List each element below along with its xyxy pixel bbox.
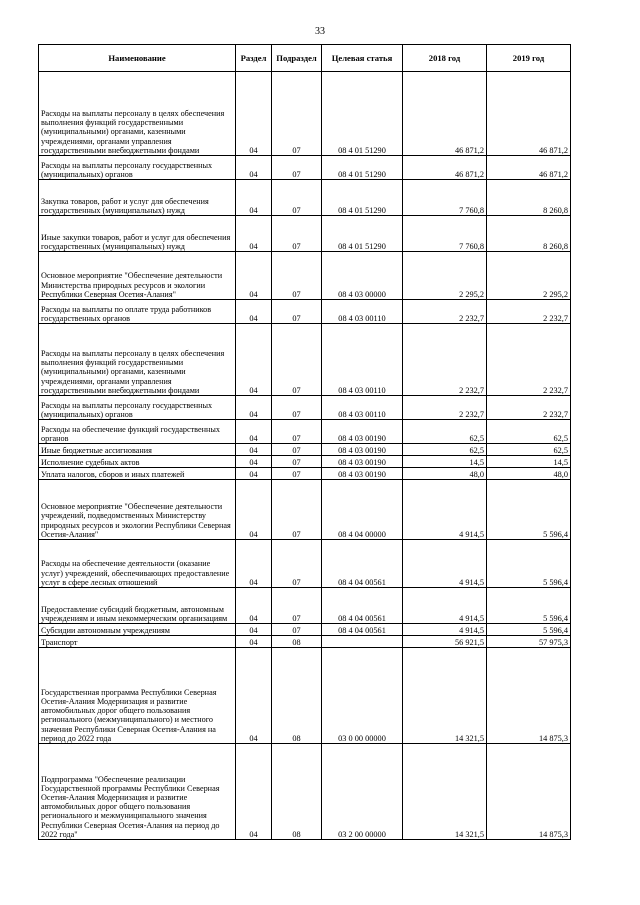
table-row (39, 156, 571, 180)
row-2019: 46 871,2 (487, 156, 571, 180)
row-subsection: 07 (272, 456, 322, 468)
row-name: Основное мероприятие "Обеспечение деятельности учреждений, подведомственных Министерству природных ресурсов и экологии Республики Северная Осетия-Алания" (39, 480, 236, 540)
row-2019: 8 260,8 (487, 180, 571, 216)
row-name: Предоставление субсидий бюджетным, автономным учреждениям и иным некоммерческим организациям (39, 588, 236, 624)
row-2018: 62,5 (403, 420, 487, 444)
row-subsection: 07 (272, 420, 322, 444)
row-subsection: 07 (272, 444, 322, 456)
row-name: Иные бюджетные ассигнования (39, 444, 236, 456)
row-2018: 2 232,7 (403, 396, 487, 420)
row-section: 04 (236, 744, 272, 840)
table-row (39, 396, 571, 420)
row-name: Исполнение судебных актов (39, 456, 236, 468)
header-2018: 2018 год (403, 45, 487, 72)
row-name: Государственная программа Республики Северная Осетия-Алания Модернизация и развитие автомобильных дорог общего пользования регионального (межмуниципального) и местного значения Республики Северная Осетия-Алания на период до 2022 года (39, 648, 236, 744)
header-name: Наименование (39, 45, 236, 72)
row-subsection: 07 (272, 216, 322, 252)
table-row (39, 480, 571, 540)
row-target: 08 4 04 00561 (322, 588, 403, 624)
table-row (39, 744, 571, 840)
row-section: 04 (236, 468, 272, 480)
row-section: 04 (236, 300, 272, 324)
row-section: 04 (236, 648, 272, 744)
row-name: Транспорт (39, 636, 236, 648)
row-subsection: 07 (272, 468, 322, 480)
row-name: Подпрограмма "Обеспечение реализации Государственной программы Республики Северная Осетия-Алания Модернизация и развитие автомобильных дорог общего пользования регионального и межмуниципального значения Республики Северная Осетия-Алания на период до 2022 года" (39, 744, 236, 840)
row-name: Закупка товаров, работ и услуг для обеспечения государственных (муниципальных) нужд (39, 180, 236, 216)
row-2018: 4 914,5 (403, 540, 487, 588)
row-subsection: 07 (272, 180, 322, 216)
table-row (39, 540, 571, 588)
row-subsection: 07 (272, 540, 322, 588)
row-2018: 14,5 (403, 456, 487, 468)
row-subsection: 07 (272, 324, 322, 396)
row-target (322, 636, 403, 648)
row-name: Субсидии автономным учреждениям (39, 624, 236, 636)
table-row (39, 444, 571, 456)
row-target: 08 4 04 00000 (322, 480, 403, 540)
row-2019: 5 596,4 (487, 588, 571, 624)
row-subsection: 07 (272, 480, 322, 540)
row-section: 04 (236, 624, 272, 636)
row-target: 08 4 03 00190 (322, 468, 403, 480)
row-2019: 2 232,7 (487, 396, 571, 420)
row-subsection: 07 (272, 624, 322, 636)
row-2018: 14 321,5 (403, 744, 487, 840)
table-row (39, 468, 571, 480)
table-row (39, 252, 571, 300)
table-row (39, 324, 571, 396)
row-target: 08 4 01 51290 (322, 72, 403, 156)
row-2018: 4 914,5 (403, 480, 487, 540)
row-2018: 4 914,5 (403, 624, 487, 636)
row-2019: 62,5 (487, 420, 571, 444)
row-2018: 14 321,5 (403, 648, 487, 744)
row-2018: 56 921,5 (403, 636, 487, 648)
row-2019: 46 871,2 (487, 72, 571, 156)
row-2019: 14 875,3 (487, 648, 571, 744)
row-2019: 14 875,3 (487, 744, 571, 840)
row-2019: 2 232,7 (487, 300, 571, 324)
row-subsection: 07 (272, 72, 322, 156)
row-section: 04 (236, 180, 272, 216)
row-target: 08 4 03 00000 (322, 252, 403, 300)
row-2019: 62,5 (487, 444, 571, 456)
row-subsection: 07 (272, 300, 322, 324)
row-name: Расходы на обеспечение деятельности (оказание услуг) учреждений, обеспечивающих предоставление услуг в сфере лесных отношений (39, 540, 236, 588)
row-subsection: 07 (272, 252, 322, 300)
row-section: 04 (236, 252, 272, 300)
row-2018: 7 760,8 (403, 180, 487, 216)
row-2018: 46 871,2 (403, 72, 487, 156)
row-2018: 2 232,7 (403, 300, 487, 324)
row-name: Уплата налогов, сборов и иных платежей (39, 468, 236, 480)
table-row (39, 456, 571, 468)
row-name: Основное мероприятие "Обеспечение деятельности Министерства природных ресурсов и экологии Республики Северная Осетия-Алания" (39, 252, 236, 300)
table-row (39, 300, 571, 324)
row-2019: 8 260,8 (487, 216, 571, 252)
table-row (39, 72, 571, 156)
row-section: 04 (236, 588, 272, 624)
row-section: 04 (236, 216, 272, 252)
header-target: Целевая статья (322, 45, 403, 72)
row-target: 08 4 04 00561 (322, 624, 403, 636)
row-name: Расходы на выплаты персоналу государственных (муниципальных) органов (39, 156, 236, 180)
row-subsection: 08 (272, 648, 322, 744)
row-subsection: 08 (272, 636, 322, 648)
row-subsection: 07 (272, 156, 322, 180)
table-row (39, 636, 571, 648)
row-target: 08 4 01 51290 (322, 156, 403, 180)
table-header-row (39, 45, 571, 72)
row-target: 08 4 03 00110 (322, 300, 403, 324)
row-target: 08 4 03 00190 (322, 456, 403, 468)
row-target: 08 4 01 51290 (322, 216, 403, 252)
header-subsection: Подраздел (272, 45, 322, 72)
row-name: Расходы на выплаты персоналу в целях обеспечения выполнения функций государственными (муниципальными) органами, казенными учреждениями, органами управления государственными внебюджетными фондами (39, 324, 236, 396)
row-2019: 2 232,7 (487, 324, 571, 396)
row-2019: 5 596,4 (487, 480, 571, 540)
row-2019: 5 596,4 (487, 624, 571, 636)
row-2018: 2 295,2 (403, 252, 487, 300)
row-section: 04 (236, 456, 272, 468)
table-body (39, 72, 571, 840)
row-2019: 57 975,3 (487, 636, 571, 648)
row-section: 04 (236, 156, 272, 180)
row-target: 08 4 03 00190 (322, 444, 403, 456)
budget-table (38, 44, 571, 840)
row-2019: 48,0 (487, 468, 571, 480)
header-2019: 2019 год (487, 45, 571, 72)
row-subsection: 08 (272, 744, 322, 840)
row-section: 04 (236, 540, 272, 588)
row-2018: 7 760,8 (403, 216, 487, 252)
row-section: 04 (236, 72, 272, 156)
row-section: 04 (236, 636, 272, 648)
table-row (39, 588, 571, 624)
row-target: 08 4 04 00561 (322, 540, 403, 588)
row-name: Расходы на выплаты персоналу в целях обеспечения выполнения функций государственными (муниципальными) органами, казенными учреждениями, органами управления государственными внебюджетными фондами (39, 72, 236, 156)
row-2018: 4 914,5 (403, 588, 487, 624)
row-name: Расходы на выплаты персоналу государственных (муниципальных) органов (39, 396, 236, 420)
row-2018: 2 232,7 (403, 324, 487, 396)
row-section: 04 (236, 396, 272, 420)
row-target: 08 4 03 00110 (322, 396, 403, 420)
row-section: 04 (236, 420, 272, 444)
row-section: 04 (236, 480, 272, 540)
row-target: 03 0 00 00000 (322, 648, 403, 744)
row-subsection: 07 (272, 588, 322, 624)
row-section: 04 (236, 324, 272, 396)
table-row (39, 216, 571, 252)
row-2018: 62,5 (403, 444, 487, 456)
row-target: 08 4 03 00190 (322, 420, 403, 444)
row-name: Иные закупки товаров, работ и услуг для обеспечения государственных (муниципальных) нужд (39, 216, 236, 252)
header-section: Раздел (236, 45, 272, 72)
row-target: 08 4 01 51290 (322, 180, 403, 216)
row-name: Расходы на обеспечение функций государственных органов (39, 420, 236, 444)
row-2019: 2 295,2 (487, 252, 571, 300)
row-2019: 5 596,4 (487, 540, 571, 588)
row-subsection: 07 (272, 396, 322, 420)
row-2019: 14,5 (487, 456, 571, 468)
row-2018: 46 871,2 (403, 156, 487, 180)
row-section: 04 (236, 444, 272, 456)
table-row (39, 420, 571, 444)
page-number: 33 (315, 26, 325, 37)
row-name: Расходы на выплаты по оплате труда работников государственных органов (39, 300, 236, 324)
row-target: 03 2 00 00000 (322, 744, 403, 840)
row-2018: 48,0 (403, 468, 487, 480)
table-row (39, 180, 571, 216)
row-target: 08 4 03 00110 (322, 324, 403, 396)
table-row (39, 648, 571, 744)
table-row (39, 624, 571, 636)
